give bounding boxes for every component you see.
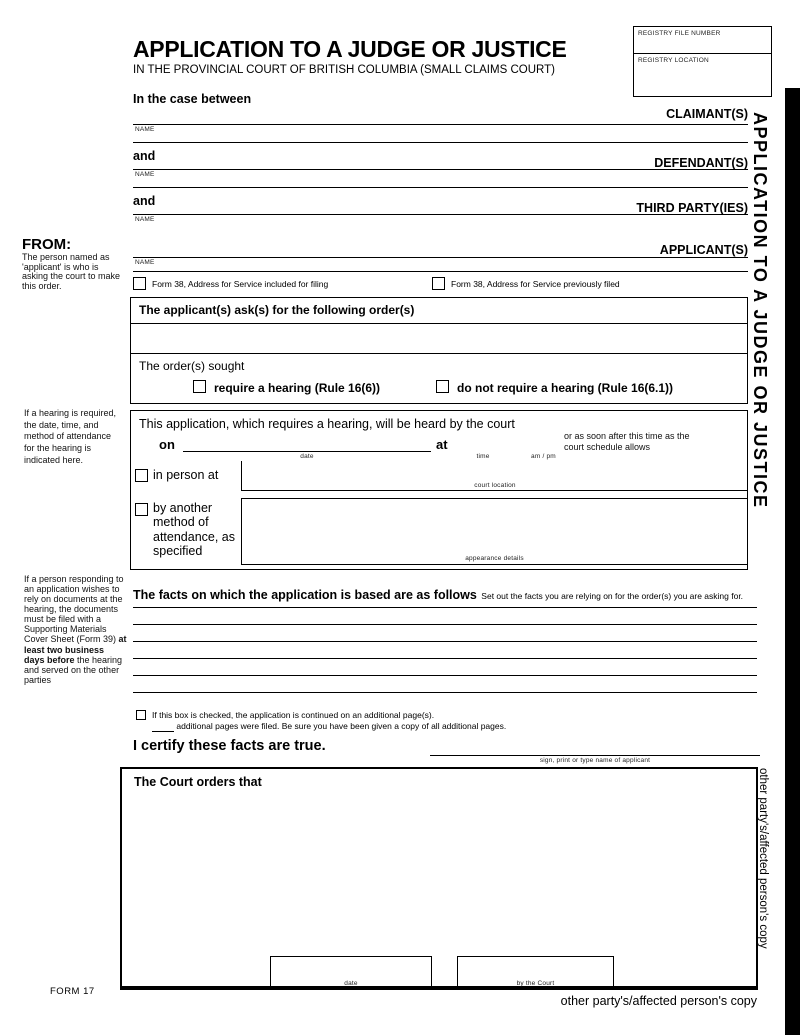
claimant-name-caption: NAME — [135, 126, 155, 133]
additional-pages-checkbox[interactable] — [136, 710, 146, 720]
responding-side-note-bold: at least two business days before — [24, 634, 127, 665]
hearing-ampm-field[interactable] — [521, 437, 566, 452]
by-the-court-box[interactable] — [457, 956, 614, 989]
orders-ask-heading: The applicant(s) ask(s) for the following order(s) — [139, 303, 415, 317]
in-person-label: in person at — [153, 468, 219, 482]
hearing-ampm-caption: am / pm — [531, 453, 556, 460]
page-edge-strip — [785, 88, 800, 1035]
responding-side-note-post: the hearing and served on the other parties — [24, 654, 123, 685]
case-between-label: In the case between — [133, 92, 252, 106]
court-orders-text-field[interactable] — [122, 797, 756, 952]
third-party-label: THIRD PARTY(IES) — [636, 201, 748, 215]
page-title: APPLICATION TO A JUDGE OR JUSTICE — [133, 36, 567, 62]
hearing-heading: This application, which requires a hearing, will be heard by the court — [139, 417, 515, 431]
orders-box — [130, 297, 748, 404]
signature-field[interactable] — [430, 755, 760, 756]
facts-line-6[interactable] — [133, 692, 757, 693]
from-note: The person named as 'applicant' is who is asking the court to make this order. — [22, 252, 121, 292]
registry-location-field[interactable] — [634, 67, 771, 80]
court-orders-box — [120, 767, 758, 990]
from-heading: FROM: — [22, 236, 72, 253]
court-location-field[interactable] — [241, 461, 748, 491]
and-label-1: and — [133, 149, 156, 163]
court-location-caption: court location — [474, 482, 516, 489]
no-hearing-label: do not require a hearing (Rule 16(6.1)) — [457, 381, 674, 395]
in-person-checkbox[interactable] — [135, 469, 148, 482]
facts-line-5[interactable] — [133, 675, 757, 676]
defendant-name-field-2[interactable] — [133, 187, 748, 188]
orders-sought-label: The order(s) sought — [139, 359, 245, 373]
applicant-name-field[interactable] — [133, 257, 748, 258]
registry-file-number-field[interactable] — [634, 40, 771, 53]
hearing-date-field[interactable] — [183, 451, 431, 452]
appearance-details-caption: appearance details — [465, 555, 524, 562]
hearing-side-note: If a hearing is required, the date, time, and method of attendance for the hearing is indicated here. — [24, 408, 117, 465]
applicant-label: APPLICANT(S) — [659, 243, 748, 257]
hearing-on-label: on — [159, 437, 175, 452]
claimant-name-field-2[interactable] — [133, 142, 748, 143]
facts-heading-row — [133, 586, 757, 604]
third-party-name-caption: NAME — [135, 216, 155, 223]
hearing-box — [130, 410, 748, 570]
hearing-time-field[interactable] — [453, 437, 513, 452]
third-party-name-field[interactable] — [133, 214, 748, 215]
facts-heading: The facts on which the application is based are as follows — [133, 588, 477, 602]
certify-label: I certify these facts are true. — [133, 738, 326, 754]
hearing-schedule-note: or as soon after this time as the court schedule allows — [564, 431, 690, 453]
defendant-name-caption: NAME — [135, 171, 155, 178]
responding-side-note-pre: If a person responding to an application wishes to rely on documents at the hearing, the documents must be filed with a Supporting Materials Cover Sheet (Form 39) — [24, 574, 124, 645]
registry-box — [633, 26, 772, 97]
page-subtitle: IN THE PROVINCIAL COURT OF BRITISH COLUMBIA (SMALL CLAIMS COURT) — [133, 64, 555, 76]
registry-location-label: REGISTRY LOCATION — [638, 57, 709, 64]
and-label-2: and — [133, 194, 156, 208]
form38-previous-checkbox[interactable] — [432, 277, 445, 290]
additional-pages-count-field[interactable] — [152, 721, 174, 732]
form38-included-label: Form 38, Address for Service included for filing — [152, 279, 329, 289]
other-method-checkbox[interactable] — [135, 503, 148, 516]
require-hearing-label: require a hearing (Rule 16(6)) — [214, 381, 381, 395]
form-number: FORM 17 — [50, 986, 95, 997]
no-hearing-checkbox[interactable] — [436, 380, 449, 393]
by-the-court-caption: by the Court — [516, 980, 555, 987]
facts-line-2[interactable] — [133, 624, 757, 625]
facts-line-4[interactable] — [133, 658, 757, 659]
court-orders-heading: The Court orders that — [134, 775, 262, 789]
facts-hint: Set out the facts you are relying on for the order(s) you are asking for. — [481, 591, 744, 601]
appearance-details-field[interactable] — [241, 498, 748, 565]
claimant-label: CLAIMANT(S) — [666, 107, 748, 121]
applicant-name-caption: NAME — [135, 259, 155, 266]
vertical-copy-designation: other party's/affected person's copy — [757, 768, 769, 949]
additional-pages-line1: If this box is checked, the application is continued on an additional page(s). — [152, 710, 435, 720]
vertical-title: APPLICATION TO A JUDGE OR JUSTICE — [750, 112, 770, 509]
copy-designation: other party's/affected person's copy — [560, 994, 757, 1008]
order-date-caption: date — [344, 980, 358, 987]
signature-caption: sign, print or type name of applicant — [539, 757, 651, 764]
other-method-label: by another method of attendance, as specified — [153, 501, 236, 559]
hearing-at-label: at — [436, 437, 448, 452]
applicant-name-field-2[interactable] — [133, 271, 748, 272]
responding-side-note — [24, 574, 127, 685]
require-hearing-checkbox[interactable] — [193, 380, 206, 393]
facts-line-1[interactable] — [133, 607, 757, 608]
facts-line-3[interactable] — [133, 641, 757, 642]
orders-text-field[interactable] — [131, 324, 747, 352]
registry-file-number-label: REGISTRY FILE NUMBER — [638, 30, 721, 37]
form38-included-checkbox[interactable] — [133, 277, 146, 290]
defendant-label: DEFENDANT(S) — [654, 156, 748, 170]
hearing-time-caption: time — [476, 453, 490, 460]
additional-pages-line2 — [152, 721, 506, 732]
additional-pages-line2-text: additional pages were filed. Be sure you have been given a copy of all additional pages. — [176, 721, 507, 731]
order-date-box[interactable] — [270, 956, 432, 989]
defendant-name-field[interactable] — [133, 169, 748, 170]
form38-previous-label: Form 38, Address for Service previously filed — [451, 279, 620, 289]
hearing-date-caption: date — [300, 453, 314, 460]
claimant-name-field[interactable] — [133, 124, 748, 125]
